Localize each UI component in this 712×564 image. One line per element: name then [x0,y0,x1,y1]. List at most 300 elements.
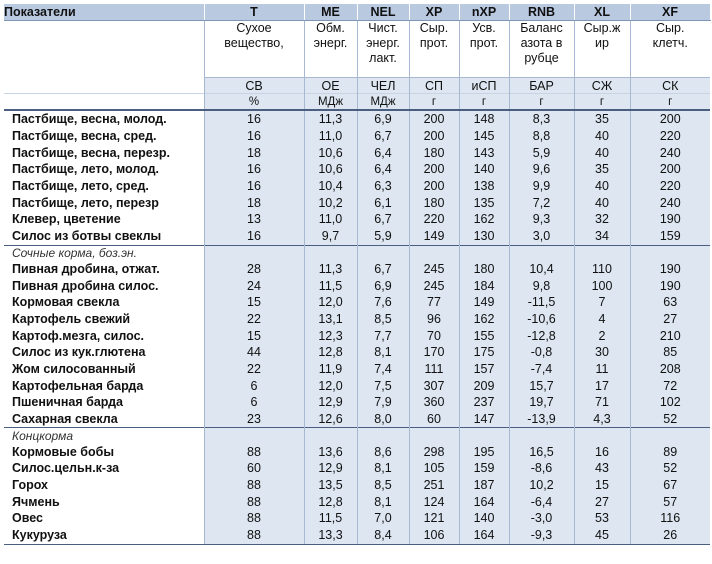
value-cell: 9,7 [304,228,357,245]
value-cell: 16 [204,178,304,195]
value-cell: 22 [204,311,304,328]
value-cell: 200 [630,161,710,178]
value-cell: 9,3 [509,211,574,228]
column-description [630,21,710,78]
table-body [4,21,710,545]
value-cell: 11,0 [304,211,357,228]
value-cell: 72 [630,377,710,394]
value-cell: 162 [459,211,509,228]
section-blank-cell [204,428,304,444]
section-blank-cell [357,428,409,444]
table-row [4,477,710,494]
table-row [4,261,710,278]
value-cell: 34 [574,228,630,245]
value-cell: 7,4 [357,361,409,378]
feed-name: Пастбище, лето, молод. [4,161,204,178]
value-cell: 220 [630,128,710,145]
value-cell: 88 [204,477,304,494]
blank-cell [4,94,204,111]
value-cell: 190 [630,211,710,228]
feed-name: Горох [4,477,204,494]
description-line: прот. [469,36,499,50]
value-cell: 2 [574,327,630,344]
feed-name: Картофельная барда [4,377,204,394]
header-code: XF [630,4,710,21]
value-cell: 155 [459,327,509,344]
value-cell: 17 [574,377,630,394]
value-cell: 8,6 [357,443,409,460]
value-cell: 18 [204,194,304,211]
description-line: рубце [524,51,559,65]
value-cell: 106 [409,527,459,544]
value-cell: 9,9 [509,178,574,195]
value-cell: 5,9 [357,228,409,245]
header-code: ME [304,4,357,21]
value-cell: 12,0 [304,377,357,394]
table-row [4,377,710,394]
value-cell: -9,3 [509,527,574,544]
table-row [4,361,710,378]
value-cell: 180 [409,194,459,211]
value-cell: 16 [204,161,304,178]
table-row [4,294,710,311]
value-cell: 45 [574,527,630,544]
table-row [4,178,710,195]
value-cell: 53 [574,510,630,527]
description-line: клетч. [652,36,688,50]
value-cell: 7,7 [357,327,409,344]
description-line: Обм. [316,21,345,35]
value-cell: 140 [459,510,509,527]
value-cell: 52 [630,460,710,477]
value-cell: 70 [409,327,459,344]
value-cell: 52 [630,411,710,428]
column-abbr: иСП [459,78,509,94]
value-cell: 164 [459,527,509,544]
value-cell: -8,6 [509,460,574,477]
section-title: Концкорма [4,428,204,444]
value-cell: 18 [204,144,304,161]
value-cell: 8,1 [357,460,409,477]
value-cell: 220 [630,178,710,195]
table-row [4,344,710,361]
table-row [4,144,710,161]
value-cell: 13,5 [304,477,357,494]
table-row [4,161,710,178]
value-cell: 12,3 [304,327,357,344]
value-cell: 157 [459,361,509,378]
value-cell: 184 [459,277,509,294]
feed-name: Картофель свежий [4,311,204,328]
value-cell: 149 [459,294,509,311]
value-cell: 245 [409,261,459,278]
value-cell: 60 [204,460,304,477]
column-abbr: ЧЕЛ [357,78,409,94]
value-cell: 6,7 [357,128,409,145]
section-blank-cell [304,245,357,261]
value-cell: 3,0 [509,228,574,245]
header-code: nXP [459,4,509,21]
feed-table [4,4,711,545]
value-cell: 143 [459,144,509,161]
value-cell: 8,1 [357,344,409,361]
column-description [304,21,357,78]
value-cell: 159 [459,460,509,477]
value-cell: 15 [204,327,304,344]
value-cell: 164 [459,493,509,510]
value-cell: 6 [204,377,304,394]
column-description [409,21,459,78]
value-cell: 6,9 [357,277,409,294]
value-cell: 187 [459,477,509,494]
feed-name: Пастбище, весна, перезр. [4,144,204,161]
value-cell: 88 [204,527,304,544]
value-cell: 10,6 [304,144,357,161]
value-cell: 175 [459,344,509,361]
value-cell: 5,9 [509,144,574,161]
value-cell: 11,0 [304,128,357,145]
feed-name: Кормовые бобы [4,443,204,460]
value-cell: 89 [630,443,710,460]
column-abbr: СЖ [574,78,630,94]
table-row [4,194,710,211]
value-cell: 12,9 [304,394,357,411]
value-cell: 12,8 [304,344,357,361]
value-cell: 8,1 [357,493,409,510]
value-cell: -3,0 [509,510,574,527]
table-row [4,527,710,544]
value-cell: 24 [204,277,304,294]
column-unit: МДж [357,94,409,111]
value-cell: 88 [204,443,304,460]
value-cell: 6,7 [357,261,409,278]
value-cell: 298 [409,443,459,460]
value-cell: 13,3 [304,527,357,544]
header-code: T [204,4,304,21]
table-row [4,493,710,510]
value-cell: 16 [204,110,304,128]
section-blank-cell [204,245,304,261]
value-cell: 307 [409,377,459,394]
section-header-row [4,428,710,444]
value-cell: 210 [630,327,710,344]
value-cell: 195 [459,443,509,460]
value-cell: 116 [630,510,710,527]
section-blank-cell [509,245,574,261]
value-cell: 43 [574,460,630,477]
value-cell: 40 [574,194,630,211]
column-abbr: СВ [204,78,304,94]
table-row [4,394,710,411]
value-cell: 6,4 [357,144,409,161]
column-description [574,21,630,78]
value-cell: 147 [459,411,509,428]
value-cell: 4 [574,311,630,328]
value-cell: 27 [630,311,710,328]
blank-cell [4,21,204,78]
description-line: азота в [520,36,563,50]
column-description [459,21,509,78]
value-cell: 67 [630,477,710,494]
column-unit: г [409,94,459,111]
value-cell: 130 [459,228,509,245]
header-code-row [4,4,710,21]
value-cell: 12,8 [304,493,357,510]
section-blank-cell [509,428,574,444]
feed-name: Жом силосованный [4,361,204,378]
value-cell: 26 [630,527,710,544]
description-line: прот. [419,36,449,50]
value-cell: 10,4 [304,178,357,195]
value-cell: 88 [204,510,304,527]
value-cell: 8,0 [357,411,409,428]
header-code: XP [409,4,459,21]
feed-name: Кормовая свекла [4,294,204,311]
description-line: Сыр. [419,21,449,35]
section-blank-cell [574,245,630,261]
value-cell: 10,6 [304,161,357,178]
header-unit-row [4,94,710,111]
value-cell: 71 [574,394,630,411]
value-cell: -10,6 [509,311,574,328]
value-cell: 220 [409,211,459,228]
column-description [204,21,304,78]
value-cell: 10,2 [304,194,357,211]
value-cell: 8,4 [357,527,409,544]
description-line: энерг. [366,36,400,50]
column-unit: г [630,94,710,111]
value-cell: 7,5 [357,377,409,394]
column-unit: г [574,94,630,111]
description-line: Чист. [368,21,398,35]
description-line: Сыр.ж [583,21,621,35]
value-cell: 111 [409,361,459,378]
value-cell: 7 [574,294,630,311]
value-cell: 10,4 [509,261,574,278]
section-blank-cell [459,428,509,444]
value-cell: 240 [630,144,710,161]
feed-name: Кукуруза [4,527,204,544]
column-abbr: ОЕ [304,78,357,94]
value-cell: 19,7 [509,394,574,411]
value-cell: -12,8 [509,327,574,344]
table-row [4,443,710,460]
value-cell: 100 [574,277,630,294]
value-cell: 180 [409,144,459,161]
column-unit: г [509,94,574,111]
value-cell: 190 [630,261,710,278]
section-blank-cell [574,428,630,444]
value-cell: 11,5 [304,277,357,294]
feed-name: Клевер, цветение [4,211,204,228]
value-cell: 11 [574,361,630,378]
value-cell: 245 [409,277,459,294]
value-cell: 135 [459,194,509,211]
section-blank-cell [409,428,459,444]
value-cell: -6,4 [509,493,574,510]
value-cell: 200 [409,110,459,128]
value-cell: 30 [574,344,630,361]
feed-name: Пивная дробина силос. [4,277,204,294]
header-description-row [4,21,710,78]
value-cell: 35 [574,110,630,128]
column-description [357,21,409,78]
value-cell: 240 [630,194,710,211]
value-cell: 88 [204,493,304,510]
value-cell: 6,4 [357,161,409,178]
description-line: Сыр. [656,21,685,35]
section-blank-cell [459,245,509,261]
value-cell: 7,6 [357,294,409,311]
value-cell: 148 [459,110,509,128]
header-indicators: Показатели [4,4,204,21]
value-cell: 251 [409,477,459,494]
value-cell: 6,3 [357,178,409,195]
value-cell: 9,8 [509,277,574,294]
value-cell: 140 [459,161,509,178]
value-cell: 208 [630,361,710,378]
value-cell: 11,5 [304,510,357,527]
header-abbr-row [4,78,710,94]
table-row [4,510,710,527]
table-row [4,128,710,145]
feed-name: Силос.цельн.к-за [4,460,204,477]
value-cell: 9,6 [509,161,574,178]
value-cell: 60 [409,411,459,428]
value-cell: 6 [204,394,304,411]
value-cell: 13,6 [304,443,357,460]
header-code: NEL [357,4,409,21]
column-abbr: СП [409,78,459,94]
description-line: ир [595,36,609,50]
value-cell: 8,5 [357,311,409,328]
description-line: лакт. [369,51,397,65]
value-cell: 23 [204,411,304,428]
value-cell: 6,9 [357,110,409,128]
value-cell: 237 [459,394,509,411]
column-abbr: БАР [509,78,574,94]
table-row [4,327,710,344]
value-cell: 7,2 [509,194,574,211]
value-cell: 360 [409,394,459,411]
value-cell: 8,8 [509,128,574,145]
value-cell: 96 [409,311,459,328]
value-cell: 200 [630,110,710,128]
value-cell: 102 [630,394,710,411]
value-cell: 159 [630,228,710,245]
feed-name: Пастбище, весна, молод. [4,110,204,128]
table-row [4,211,710,228]
section-blank-cell [630,245,710,261]
feed-name: Силос из ботвы свеклы [4,228,204,245]
value-cell: -7,4 [509,361,574,378]
value-cell: 77 [409,294,459,311]
column-unit: МДж [304,94,357,111]
value-cell: 16 [574,443,630,460]
value-cell: 13,1 [304,311,357,328]
value-cell: 190 [630,277,710,294]
value-cell: 6,1 [357,194,409,211]
value-cell: 11,3 [304,261,357,278]
value-cell: 57 [630,493,710,510]
section-blank-cell [304,428,357,444]
value-cell: 22 [204,361,304,378]
value-cell: 40 [574,128,630,145]
table-row [4,311,710,328]
value-cell: 12,9 [304,460,357,477]
description-line: Усв. [472,21,496,35]
column-unit: г [459,94,509,111]
value-cell: 40 [574,178,630,195]
value-cell: 180 [459,261,509,278]
value-cell: 7,0 [357,510,409,527]
value-cell: 63 [630,294,710,311]
value-cell: 149 [409,228,459,245]
value-cell: 162 [459,311,509,328]
feed-name: Пшеничная барда [4,394,204,411]
value-cell: 15,7 [509,377,574,394]
description-line: Баланс [520,21,563,35]
value-cell: 85 [630,344,710,361]
value-cell: 121 [409,510,459,527]
value-cell: 15 [574,477,630,494]
table-row [4,228,710,245]
value-cell: 124 [409,493,459,510]
feed-name: Картоф.мезга, силос. [4,327,204,344]
value-cell: -0,8 [509,344,574,361]
table-row [4,460,710,477]
section-title: Сочные корма, боз.эн. [4,245,204,261]
value-cell: 11,9 [304,361,357,378]
value-cell: 16 [204,228,304,245]
value-cell: 44 [204,344,304,361]
value-cell: 4,3 [574,411,630,428]
value-cell: -13,9 [509,411,574,428]
feed-name: Пастбище, весна, сред. [4,128,204,145]
value-cell: 10,2 [509,477,574,494]
value-cell: 40 [574,144,630,161]
table-row [4,110,710,128]
feed-name: Сахарная свекла [4,411,204,428]
table-row [4,277,710,294]
description-line: вещество, [224,36,284,50]
header-code: XL [574,4,630,21]
value-cell: 138 [459,178,509,195]
value-cell: 35 [574,161,630,178]
feed-name: Силос из кук.глютена [4,344,204,361]
value-cell: 27 [574,493,630,510]
column-unit: % [204,94,304,111]
blank-cell [4,78,204,94]
column-abbr: СК [630,78,710,94]
value-cell: 32 [574,211,630,228]
value-cell: 6,7 [357,211,409,228]
value-cell: 200 [409,128,459,145]
value-cell: 105 [409,460,459,477]
value-cell: 8,3 [509,110,574,128]
table-row [4,411,710,428]
value-cell: 28 [204,261,304,278]
value-cell: 12,6 [304,411,357,428]
feed-name: Пастбище, лето, перезр [4,194,204,211]
feed-name: Овес [4,510,204,527]
value-cell: -11,5 [509,294,574,311]
description-line: энерг. [313,36,348,50]
value-cell: 15 [204,294,304,311]
value-cell: 7,9 [357,394,409,411]
value-cell: 16,5 [509,443,574,460]
section-header-row [4,245,710,261]
